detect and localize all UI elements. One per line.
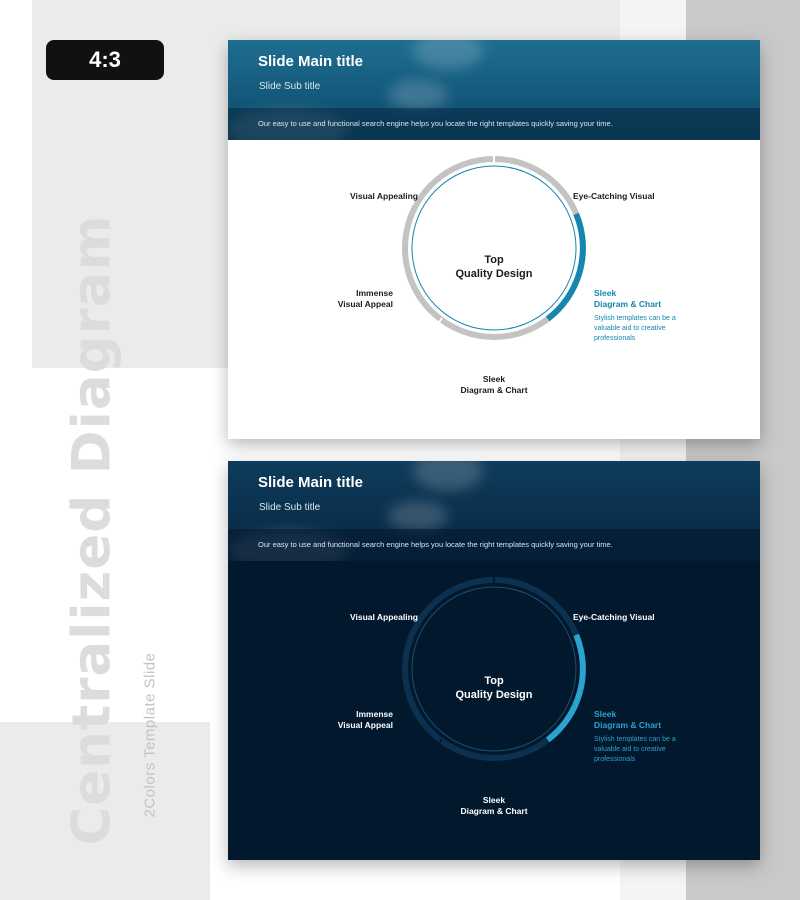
label-highlight xyxy=(594,288,661,310)
highlight-description: Stylish templates can be a valuable aid to creative professionals xyxy=(594,736,676,763)
label-highlight-line2: Diagram & Chart xyxy=(594,299,662,309)
center-title-line2: Quality Design xyxy=(455,689,533,701)
label-visual-appealing: Visual Appealing xyxy=(349,191,418,201)
label-bottom xyxy=(444,795,544,817)
slide-subtitle: Slide Sub title xyxy=(259,81,321,92)
side-subtitle-text: 2Colors Template Slide xyxy=(141,652,159,818)
center-title xyxy=(444,674,544,702)
ring-inner-line xyxy=(412,166,576,330)
slide-dark xyxy=(228,461,760,860)
slide-subtitle: Slide Sub title xyxy=(259,502,321,513)
aspect-ratio-badge: 4:3 xyxy=(46,40,164,80)
label-highlight-line2: Diagram & Chart xyxy=(594,720,662,730)
cloud-texture xyxy=(413,461,483,491)
label-immense-line2: Visual Appeal xyxy=(337,299,393,309)
ring-highlight-arc xyxy=(548,635,583,740)
label-bottom-line2: Diagram & Chart xyxy=(460,806,528,816)
label-eye-catching: Eye-Catching Visual xyxy=(573,612,655,622)
slide-title: Slide Main title xyxy=(258,474,364,491)
label-bottom xyxy=(444,374,544,396)
slide-header xyxy=(228,40,760,140)
cloud-texture xyxy=(413,40,483,70)
cloud-texture xyxy=(388,80,448,110)
centralized-diagram xyxy=(228,140,760,439)
slide-header xyxy=(228,461,760,561)
centralized-diagram xyxy=(228,561,760,860)
label-immense-line2: Visual Appeal xyxy=(337,720,393,730)
ring-inner-line xyxy=(412,587,576,751)
label-immense-line1: Immense xyxy=(356,288,393,298)
side-title-text: Centralized Diagram xyxy=(61,214,123,846)
center-title-line2: Quality Design xyxy=(455,268,533,280)
label-immense-line1: Immense xyxy=(356,709,393,719)
slide-title: Slide Main title xyxy=(258,53,364,70)
label-eye-catching: Eye-Catching Visual xyxy=(573,191,655,201)
center-title xyxy=(444,253,544,281)
label-bottom-line1: Sleek xyxy=(482,374,506,384)
label-immense xyxy=(328,288,393,310)
label-immense xyxy=(328,709,393,731)
slide-light xyxy=(228,40,760,439)
ring-highlight-arc xyxy=(548,214,583,319)
slide-description: Our easy to use and functional search engine helps you locate the right templates quickly saving your time. xyxy=(258,119,613,128)
center-title-line1: Top xyxy=(484,254,504,266)
label-visual-appealing: Visual Appealing xyxy=(349,612,418,622)
highlight-description: Stylish templates can be a valuable aid to creative professionals xyxy=(594,315,676,342)
cloud-texture xyxy=(388,501,448,531)
slide-description: Our easy to use and functional search engine helps you locate the right templates quickly saving your time. xyxy=(258,540,613,549)
center-title-line1: Top xyxy=(484,675,504,687)
label-highlight-line1: Sleek xyxy=(594,709,617,719)
label-bottom-line2: Diagram & Chart xyxy=(460,385,528,395)
label-highlight xyxy=(594,709,661,731)
label-bottom-line1: Sleek xyxy=(482,795,506,805)
label-highlight-line1: Sleek xyxy=(594,288,617,298)
